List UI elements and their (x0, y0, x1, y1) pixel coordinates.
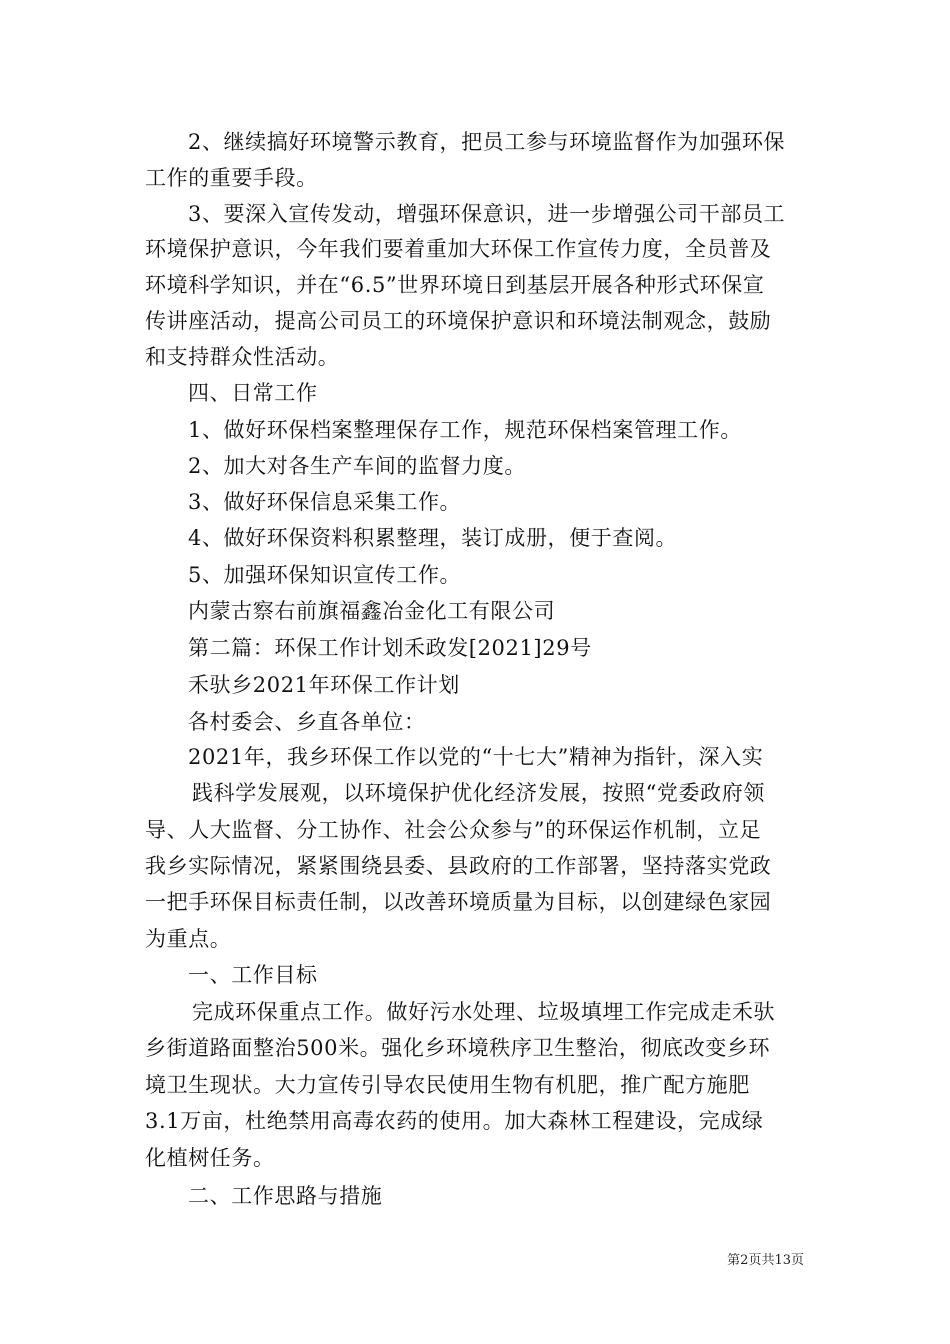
paragraph-line: 2021年，我乡环保工作以党的“十七大”精神为指针，深入实 (188, 745, 764, 769)
paragraph-line: 2、继续搞好环境警示教育，把员工参与环境监督作为加强环保 (188, 130, 786, 154)
paragraph-line: 和支持群众性活动。 (145, 345, 340, 369)
chapter-title: 第二篇：环保工作计划禾政发[2021]29号 (188, 636, 592, 660)
paragraph-line: 导、人大监督、分工协作、社会公众参与”的环保运作机制，立足 (145, 818, 762, 842)
paragraph-line: 境卫生现状。大力宣传引导农民使用生物有机肥，推广配方施肥 (145, 1073, 750, 1097)
paragraph-line: 一把手环保目标责任制，以改善环境质量为目标，以创建绿色家园 (145, 890, 772, 914)
paragraph-line: 3.1万亩，杜绝禁用高毒农药的使用。加大森林工程建设，完成绿 (145, 1109, 764, 1133)
section-heading: 二、工作思路与措施 (188, 1184, 383, 1208)
paragraph-line: 为重点。 (145, 927, 232, 951)
list-item: 4、做好环保资料积累整理，装订成册，便于查阅。 (188, 526, 678, 550)
paragraph-line: 传讲座活动，提高公司员工的环境保护意识和环境法制观念，鼓励 (145, 309, 772, 333)
list-item: 1、做好环保档案整理保存工作，规范环保档案管理工作。 (188, 418, 742, 442)
section-heading: 一、工作目标 (188, 963, 318, 987)
section-heading: 四、日常工作 (188, 381, 318, 405)
list-item: 2、加大对各生产车间的监督力度。 (188, 454, 526, 478)
company-name: 内蒙古察右前旗福鑫冶金化工有限公司 (188, 599, 556, 623)
paragraph-line: 环境保护意识，今年我们要着重加大环保工作宣传力度，全员普及 (145, 237, 772, 261)
paragraph-line: 乡街道路面整治500米。强化乡环境秩序卫生整治，彻底改变乡环 (145, 1036, 771, 1060)
paragraph-line: 我乡实际情况，紧紧围绕县委、县政府的工作部署，坚持落实党政 (145, 854, 772, 878)
paragraph-line: 化植树任务。 (145, 1146, 275, 1170)
paragraph-line: 完成环保重点工作。做好污水处理、垃圾填埋工作完成走禾驮 (192, 1000, 776, 1024)
paragraph-line: 工作的重要手段。 (145, 166, 318, 190)
list-item: 3、做好环保信息采集工作。 (188, 490, 462, 514)
paragraph-line: 环境科学知识，并在“6.5”世界环境日到基层开展各种形式环保宣 (145, 273, 765, 297)
salutation: 各村委会、乡直各单位： (188, 710, 426, 734)
document-title: 禾驮乡2021年环保工作计划 (188, 673, 460, 697)
page-number: 第2页共13页 (727, 1253, 804, 1268)
paragraph-line: 践科学发展观，以环境保护优化经济发展，按照“党委政府领 (192, 781, 765, 805)
paragraph-line: 3、要深入宣传发动，增强环保意识，进一步增强公司干部员工 (188, 202, 786, 226)
list-item: 5、加强环保知识宣传工作。 (188, 563, 462, 587)
